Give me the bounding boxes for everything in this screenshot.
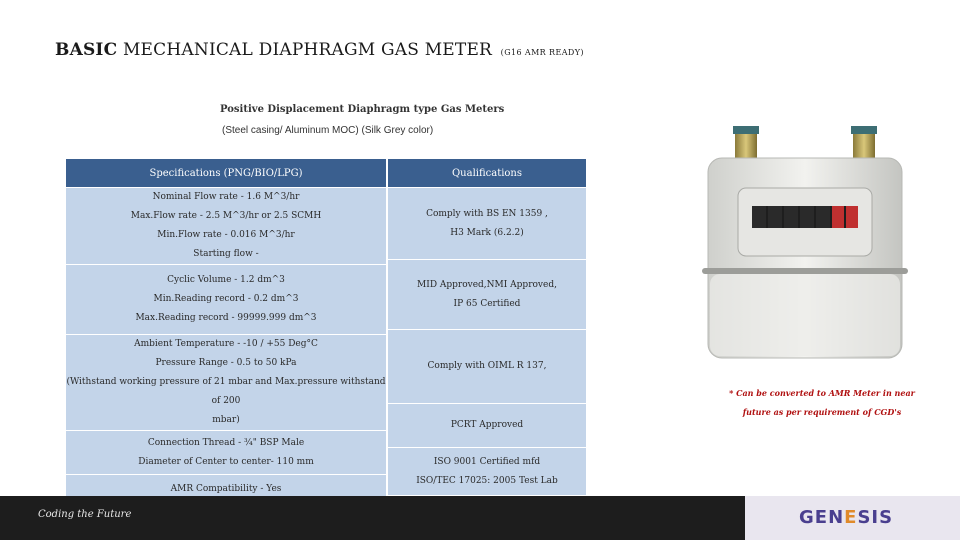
genesis-logo — [799, 507, 893, 528]
spec-cell — [66, 431, 387, 475]
qual-line: Comply with OIML R 137, — [427, 361, 547, 371]
footer-tagline: Coding the Future — [38, 509, 132, 520]
qualifications-table — [387, 158, 587, 496]
spec-line: Diameter of Center to center- 110 mm — [138, 456, 314, 467]
spec-line: Pressure Range - 0.5 to 50 kPa — [155, 358, 297, 368]
qual-line: H3 Mark (6.2.2) — [450, 227, 524, 238]
note-line: * Can be converted to AMR Meter in near — [729, 388, 915, 398]
subtitle-line-1: Positive Displacement Diaphragm type Gas Meters — [220, 104, 505, 115]
title-suffix: (G16 AMR READY) — [500, 48, 584, 57]
spec-line: Cyclic Volume - 1.2 dm^3 — [167, 275, 285, 285]
title-bold: BASIC — [55, 40, 118, 60]
outlet-cap — [851, 126, 877, 134]
spec-cell — [66, 335, 387, 431]
qual-cell — [388, 188, 587, 260]
spec-line: mbar) — [212, 415, 240, 425]
qual-line: ISO/TEC 17025: 2005 Test Lab — [416, 475, 558, 486]
spec-header: Specifications (PNG/BIO/LPG) — [66, 159, 387, 188]
spec-cell — [66, 188, 387, 265]
spec-cell — [66, 265, 387, 335]
spec-line: Connection Thread - ¾" BSP Male — [147, 437, 305, 448]
specifications-table — [65, 158, 387, 523]
qual-line: PCRT Approved — [450, 420, 524, 430]
qual-cell — [388, 330, 587, 404]
page-title — [55, 40, 584, 60]
logo-accent: E — [844, 507, 858, 528]
spec-line: Max.Reading record - 99999.999 dm^3 — [135, 313, 317, 323]
amr-note — [722, 384, 922, 422]
title-main: MECHANICAL DIAPHRAGM GAS METER — [122, 40, 493, 60]
qual-line: Comply with BS EN 1359 , — [426, 208, 548, 219]
note-line: future as per requirement of CGD's — [742, 407, 902, 417]
gas-meter-image — [690, 118, 920, 363]
inlet-cap — [733, 126, 759, 134]
spec-line: Min.Reading record - 0.2 dm^3 — [153, 294, 299, 304]
qual-cell — [388, 260, 587, 330]
footer-bar — [0, 496, 745, 540]
footer-logo-panel — [745, 496, 960, 540]
qual-cell — [388, 404, 587, 448]
subtitle-line-2: (Steel casing/ Aluminum MOC) (Silk Grey color) — [222, 125, 434, 136]
spec-line: Max.Flow rate - 2.5 M^3/hr or 2.5 SCMH — [130, 211, 322, 221]
spec-line: AMR Compatibility - Yes — [170, 483, 282, 494]
qual-line: MID Approved,NMI Approved, — [417, 279, 557, 290]
logo-part-1: GEN — [799, 507, 845, 528]
spec-line: Starting flow - — [193, 249, 259, 259]
qual-cell — [388, 448, 587, 496]
mounting-band — [702, 268, 908, 274]
qual-line: IP 65 Certified — [453, 298, 521, 309]
spec-line: Ambient Temperature - -10 / +55 Deg°C — [134, 339, 318, 349]
logo-part-2: SIS — [857, 507, 894, 528]
qual-line: ISO 9001 Certified mfd — [433, 456, 541, 467]
spec-line: Nominal Flow rate - 1.6 M^3/hr — [152, 192, 300, 202]
spec-line: (Withstand working pressure of 21 mbar and Max.pressure withstand of 200 — [66, 377, 386, 406]
qual-header: Qualifications — [388, 159, 587, 188]
spec-line: Min.Flow rate - 0.016 M^3/hr — [157, 230, 295, 240]
